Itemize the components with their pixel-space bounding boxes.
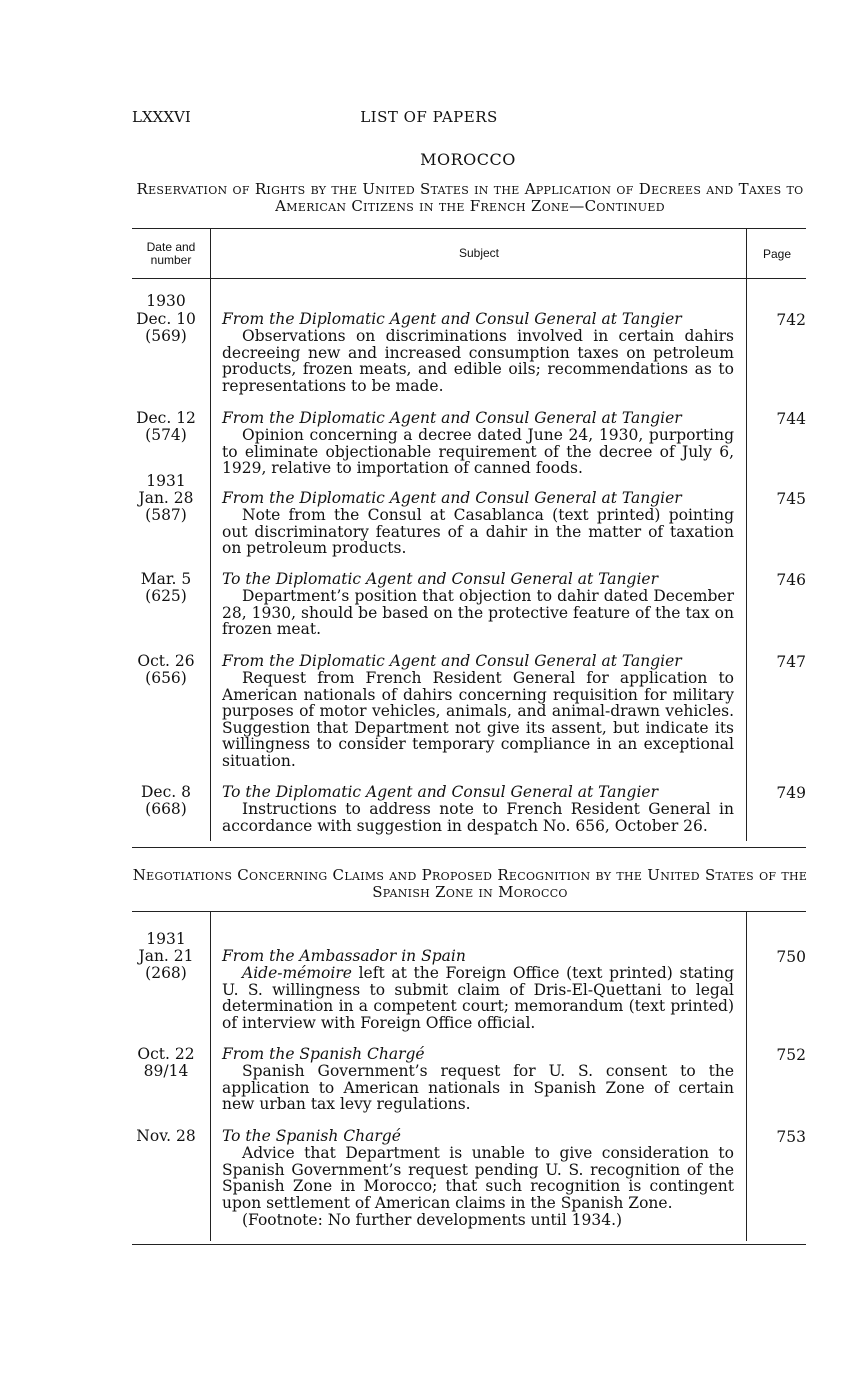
entry-date: Dec. 12 bbox=[136, 409, 196, 427]
running-title: LIST OF PAPERS bbox=[360, 108, 498, 126]
column-header-page: Page bbox=[762, 247, 792, 261]
entry-description-text: left at the Foreign Office (text printed) stating U. S. willingness to submit claim of Dris-El-Quettani to legal determination in a competent court; memorandum (text printed) of interview with Foreign Office official. bbox=[222, 964, 734, 1032]
entry-sender: To the Spanish Chargé bbox=[222, 1127, 401, 1145]
entry-date: Oct. 26 bbox=[137, 652, 195, 670]
entry-number: (587) bbox=[145, 506, 187, 524]
entry-sender: From the Diplomatic Agent and Consul General at Tangier bbox=[222, 489, 682, 507]
entry-description: Request from French Resident General for application to American nationals of dahirs concerning requisition for military purposes of motor vehicles, animals, and animal-drawn vehicles. Suggestion that Department not give its assent, but indicate its willingness to consider temporary compliance in an exceptional situation. bbox=[222, 669, 734, 770]
table2-divider-left bbox=[210, 912, 211, 1241]
entry-description: Spanish Government’s request for U. S. consent to the application to American nationals in Spanish Zone of certain new urban tax levy regulations. bbox=[222, 1062, 734, 1114]
page-number-roman: LXXXVI bbox=[132, 108, 191, 126]
table1-divider-right bbox=[746, 229, 747, 841]
entry-sender: From the Ambassador in Spain bbox=[222, 947, 466, 965]
entry-description: Opinion concerning a decree dated June 24, 1930, purporting to eliminate objectionable requirement of the decree of July 6, 1929, relative to importation of canned foods. bbox=[222, 426, 734, 478]
column-header-subject: Subject bbox=[458, 246, 500, 260]
aide-memoire-term: Aide-mémoire bbox=[242, 964, 352, 982]
country-heading: MOROCCO bbox=[420, 150, 516, 169]
table2-bottom-rule bbox=[132, 1244, 806, 1245]
entry-sender: From the Diplomatic Agent and Consul General at Tangier bbox=[222, 310, 682, 328]
entry-description bbox=[222, 965, 734, 1031]
entry-description: Department’s position that objection to dahir dated December 28, 1930, should be based on the protective feature of the tax on frozen meat. bbox=[222, 587, 734, 639]
entry-description: Note from the Consul at Casablanca (text printed) pointing out discriminatory features of a dahir in the matter of taxation on petroleum products. bbox=[222, 506, 734, 558]
entry-sender: From the Diplomatic Agent and Consul General at Tangier bbox=[222, 409, 682, 427]
entry-sender: From the Diplomatic Agent and Consul General at Tangier bbox=[222, 652, 682, 670]
table1-divider-left bbox=[210, 229, 211, 841]
entry-date: Jan. 21 bbox=[138, 947, 194, 965]
entry-number: (569) bbox=[145, 327, 187, 345]
entry-date: Dec. 8 bbox=[141, 783, 191, 801]
entry-page: 742 bbox=[776, 311, 806, 329]
entry-number: (625) bbox=[145, 587, 187, 605]
entry-page: 746 bbox=[776, 571, 806, 589]
entry-sender: To the Diplomatic Agent and Consul General at Tangier bbox=[222, 570, 658, 588]
entry-date: Oct. 22 bbox=[137, 1045, 195, 1063]
entry-date: Jan. 28 bbox=[138, 489, 194, 507]
entry-page: 750 bbox=[776, 948, 806, 966]
section2-title: Negotiations Concerning Claims and Proposed Recognition by the United States of the Spanish Zone in Morocco bbox=[132, 866, 808, 901]
entry-page: 745 bbox=[776, 490, 806, 508]
entry-description: Observations on discriminations involved in certain dahirs decreeing new and increased consumption taxes on petroleum products, frozen meats, and edible oils; recommendations as to representations to be made. bbox=[222, 327, 734, 395]
entry-sender: To the Diplomatic Agent and Consul General at Tangier bbox=[222, 783, 658, 801]
table1-header-rule bbox=[132, 278, 806, 279]
entry-number: (268) bbox=[145, 964, 187, 982]
entry-year: 1931 bbox=[146, 930, 186, 948]
table2-top-rule bbox=[132, 911, 806, 912]
entry-description: Advice that Department is unable to give consideration to Spanish Government’s request pending U. S. recognition of the Spanish Zone in Morocco; that such recognition is contingent upon settlement of American claims in the Spanish Zone. bbox=[222, 1144, 734, 1212]
entry-page: 753 bbox=[776, 1128, 806, 1146]
entry-number: (668) bbox=[145, 800, 187, 818]
entry-number: (574) bbox=[145, 426, 187, 444]
entry-description: Instructions to address note to French Resident General in accordance with suggestion in despatch No. 656, October 26. bbox=[222, 800, 734, 835]
entry-sender: From the Spanish Chargé bbox=[222, 1045, 425, 1063]
entry-page: 752 bbox=[776, 1046, 806, 1064]
section1-title: Reservation of Rights by the United States in the Application of Decrees and Taxes to American Citizens in the French Zone—Continued bbox=[136, 180, 804, 215]
entry-date: Dec. 10 bbox=[136, 310, 196, 328]
entry-date: Nov. 28 bbox=[136, 1127, 196, 1145]
entry-page: 744 bbox=[776, 410, 806, 428]
table1-bottom-rule bbox=[132, 847, 806, 848]
table2-divider-right bbox=[746, 912, 747, 1241]
entry-number: 89/14 bbox=[143, 1062, 189, 1080]
table1-top-rule bbox=[132, 228, 806, 229]
entry-footnote: (Footnote: No further developments until 1934.) bbox=[242, 1211, 623, 1229]
entry-year: 1930 bbox=[146, 292, 186, 310]
entry-date: Mar. 5 bbox=[140, 570, 192, 588]
entry-number: (656) bbox=[145, 669, 187, 687]
column-header-date: Date and number bbox=[146, 240, 196, 267]
entry-page: 747 bbox=[776, 653, 806, 671]
entry-year: 1931 bbox=[146, 472, 186, 490]
entry-page: 749 bbox=[776, 784, 806, 802]
